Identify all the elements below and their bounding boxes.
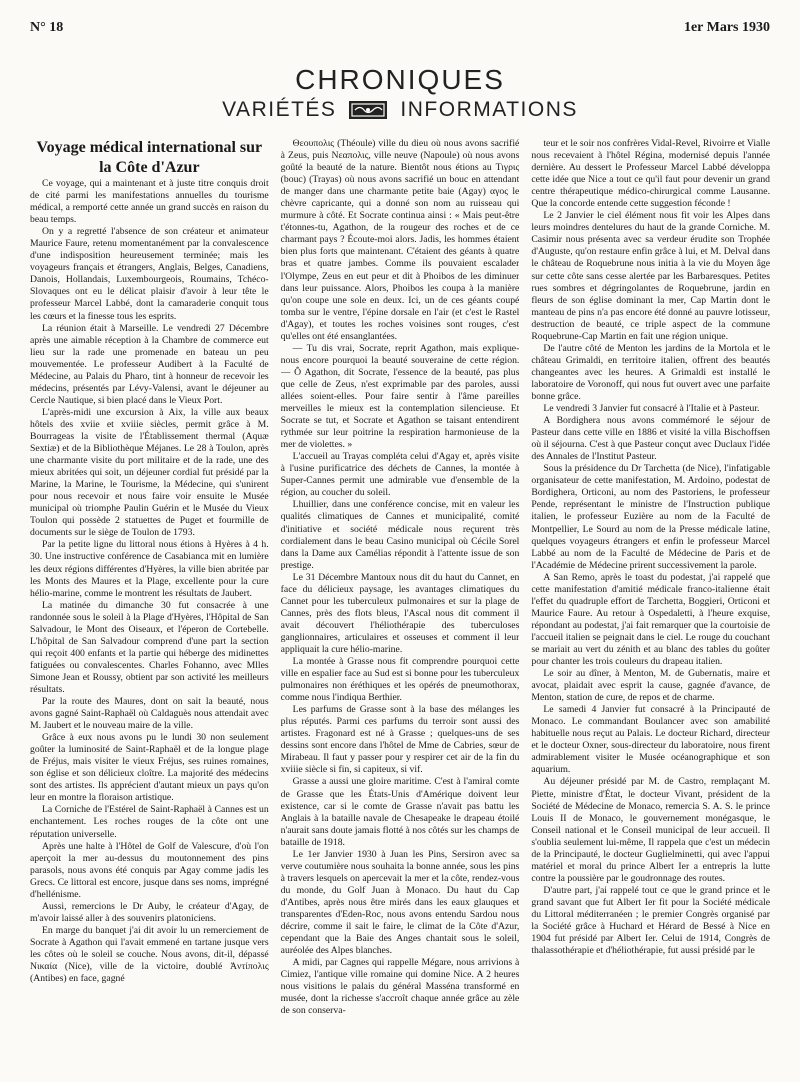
paragraph: A midi, par Cagnes qui rappelle Mégare, nous arrivions à Cimiez, l'antique ville romaine qui domine Nice. A 2 heures nous visitions le palais du général Masséna transformé en musée, dont la richesse s'accroît chaque année grâce au zèle de son conserva- [280, 957, 520, 1017]
paragraph: — Tu dis vrai, Socrate, reprit Agathon, mais explique-nous encore pourquoi la beauté souveraine de cette région. — Ô Agathon, dit Socrate, l'essence de la beauté, pas plus que celle de Zeus, n'est exprimable par des paroles, aussi allées soient-elles. Pour faire sentir à l'âme pareilles merveilles le mieux est la contemplation silencieuse. Et Socrate se tut, et Socrate et Agathon se taisant entendirent rythmée sur leur poitrine la respiration harmonieuse de la mer de violettes. » [280, 342, 520, 451]
issue-date: 1er Mars 1930 [683, 20, 770, 35]
paragraph: Le soir au dîner, à Menton, M. de Gubernatis, maire et avocat, plaidait avec esprit la cause, gagnée d'avance, de Menton, station de cure, de repos et de charme. [531, 668, 771, 704]
masthead-left: VARIÉTÉS [222, 98, 337, 121]
paragraph: Grasse a aussi une gloire maritime. C'est à l'amiral comte de Grasse que les États-Unis d'Amérique doivent leur existence, car si le comte de Grasse n'avait pas battu les Anglais à la bataille navale de Chesapeake le drapeau étoilé n'aurait sans doute jamais flotté à nos côtés sur les champs de bataille de 1918. [280, 776, 520, 848]
paragraph: Le vendredi 3 Janvier fut consacré à l'Italie et à Pasteur. [543, 403, 760, 415]
paragraph: Après une halte à l'Hôtel de Golf de Valescure, d'où l'on aperçoit la mer au-dessus du moutonnement des pins parasols, nous avons été conquis par Agay comme jadis les Grecs. Ce littoral est encore, jusque dans ses noms, imprégné d'hellénisme. [30, 840, 269, 900]
masthead-subtitle [0, 98, 800, 122]
paragraph: Θεουπολις (Théoule) ville du dieu où nous avons sacrifié à Zeus, puis Νεαπολις, ville neuve (Napoule) où nous avons goûté la beauté de la nature. Bientôt nous étions au Τιγρις (bouc) (Trayas) où nous avons sacrifié un bouc en attendant de manger dans une charmante petite baie (Agay) αγος le chèvre capricante, qui a donné son nom au ruisseau qui murmure à côté. Et Socrate continua ainsi : « Mais peut-être t'étonnes-tu, Agathon, de la rougeur des roches et de ce charmant pays ? Écoute-moi alors. Jadis, les hommes étaient bien plus forts que maintenant. C'étaient des géants à quatre bras et quatre jambes. Comme ils pouvaient escalader l'Olympe, Zeus en eut peur et dit à Phoibos de les diminuer dans leur puissance. Alors, Phoibos les coupa à la manière qu'on coupe une sole en deux. Ici, un de ces géants coupé tomba sur le ventre, l'épine dorsale en l'air (et c'est le Rastel d'Agay), et toutes les roches voisines sont rouges, c'est qu'elles ont été ensanglantées. [280, 138, 520, 342]
paragraph: teur et le soir nos confrères Vidal-Revel, Rivoirre et Vialle nous recevaient à l'hôtel Régina, modernisé depuis l'année dernière. Au dessert le Professeur Marcel Labbé développa cette idée que Nice a tout ce qu'il faut pour devenir un grand centre thérapeutique médico-chirurgical comme Lausanne. Que la concorde entende cette suggestion féconde ! [531, 138, 771, 210]
paragraph: L'accueil au Trayas compléta celui d'Agay et, après visite à l'usine purificatrice des déchets de Cannes, la montée à Super-Cannes permit une admirable vue d'ensemble de la région, au coucher du soleil. [280, 451, 520, 499]
masthead-right: INFORMATIONS [400, 98, 578, 121]
paragraph: Le 31 Décembre Mantoux nous dit du haut du Cannet, en face du délicieux paysage, les avantages climatiques du Cannet pour les tuberculeux pulmonaires et sur la plage de Cannes, près des flots bleus, l'Ascal nous dit comment il avait découvert l'héliothérapie des tuberculoses ganglionnaires, articulaires et osseuses et comment il leur appliquait la cure hélio-marine. [280, 571, 520, 655]
issue-number: N° 18 [30, 20, 64, 35]
column-3 [531, 138, 770, 1068]
paragraph: Aussi, remercions le Dr Auby, le créateur d'Agay, de m'avoir laissé aller à des souvenirs platoniciens. [30, 900, 269, 924]
paragraph: La Corniche de l'Estérel de Saint-Raphaël à Cannes est un enchantement. Les roches rouges de la côte ont une réputation universelle. [30, 804, 269, 840]
paragraph: Le 1er Janvier 1930 à Juan les Pins, Sersiron avec sa verve coutumière nous souhaita la bonne année, sous les pins à travers lesquels on apercevait la mer et la côte, rendez-vous du monde, du Golf Juan à Monaco. Du haut du Cap d'Antibes, après nous être mirés dans les eaux glauques et transparentes d'Eden-Roc, nous avons entendu Sardou nous décrire, comme il sait le faire, le climat de la Côte d'Azur, cependant que la Baie des Anges chantait sous le soleil, auréolée des Alpes blanches. [280, 848, 520, 957]
article-title: Voyage médical international sur la Côte d'Azur [36, 139, 263, 176]
paragraph: On y a regretté l'absence de son créateur et animateur Maurice Faure, retenu momentanément par la convalescence d'une indisposition heureusement terminée; mais les voyageurs français et étrangers, Anglais, Belges, Canadiens, Danois, Hollandais, Luxembourgeois, Roumains, Tchéco-Slovaques ont eu le délicat plaisir d'avoir à leur tête le professeur Marcel Labbé, dont la camaraderie conquit tous les cœurs et la finesse tous les esprits. [30, 226, 269, 322]
paragraph: Lhuillier, dans une conférence concise, mit en valeur les qualités climatiques de Cannes et municipalité, comité d'initiative et société médicale nous reçurent très cordialement dans le beau Casino municipal où Cécile Sorel dans la Dame aux Camélias répondit à l'attente issue de son prestige. [280, 499, 520, 571]
paragraph: L'après-midi une excursion à Aix, la ville aux beaux hôtels des xviie et xviiie siècles, permit grâce à M. Bourrageas la visite de l'Établissement thermal (Aquæ Sextiæ) et de la Bibliothèque Méjanes. Le 28 à Toulon, après une charmante visite du port militaire et de la rade, une des mieux abritées qui soit, un déjeuner cordial fut présidé par la Marine, la Marine, le Tourisme, la Médecine, qui s'unirent pour nous recevoir et nous faire voir ensuite le Musée municipal où triomphe Paulin Guérin et le Musée du Vieux Toulon qui possède 2 statuettes de Puget et fourmille de documents sur le siège de Toulon de 1793. [30, 406, 269, 539]
paragraph: A San Remo, après le toast du podestat, j'ai rappelé que cette manifestation d'amitié médicale franco-italienne était l'effet du quadruple effort de Tarchetta, Boggieri, Orticoni et Maurice Faure. Au retour à Ospedaletti, à l'heure exquise, répondant au podestat, j'ai fait remarquer que la courtoisie de l'accueil italien se peignait dans le ciel. Le rouge du couchant se mariait au vert du zénith et au blanc des tables du goûter pour chanter les trois couleurs du drapeau italien. [531, 571, 771, 668]
page-header [30, 20, 770, 36]
paragraph: La matinée du dimanche 30 fut consacrée à une randonnée sous le soleil à la Plage d'Hyères, l'Hôpital de San Salvadour, le Mont des Oiseaux, et l'éperon de Cortebelle. L'hôpital de San Salvadour comprend d'une part la section qui reçoit 400 enfants et la partie qui héberge des midinettes fatiguées ou convalescentes. Charles Fohanno, avec Mlles Simone Jean et Roussy, obtient par son activité les meilleurs résultats. [30, 599, 269, 695]
paragraph: Par la route des Maures, dont on sait la beauté, nous avons gagné Saint-Raphaël où Caldaguès nous attendait avec M. Jaubert et le nouveau maire de la ville. [30, 696, 269, 732]
paragraph: Le 2 Janvier le ciel élément nous fit voir les Alpes dans leurs moindres dentelures du haut de la grande Corniche. M. Casimir nous présenta avec sa verdeur érudite son Trophée d'Auguste, qu'on restaure enfin grâce à lui, et M. Delval dans le château de Roquebrune nous initia à la vie du Moyen âge sur cette côte sans cesse alertée par les Barbaresques. Petites rues sombres et dégringolantes de Roquebrune, jardin en fleurs de son église dominant la mer, Cap Martin dont le manteau de pins n'a pas encore été donné au pauvre lotisseur, destruction de beauté, ce triple aspect de la commune Roquebrune-Cap Martin en fait une région unique. [531, 210, 771, 342]
paragraph: De l'autre côté de Menton les jardins de la Mortola et le château Grimaldi, en territoire italien, offrent des beautés changeantes avec les heures. A Grimaldi est installé le laboratoire de Voronoff, qui nous fut ouvert avec une parfaite bonne grâce. [531, 342, 771, 402]
column-1 [30, 138, 269, 1068]
paragraph: En marge du banquet j'ai dit avoir lu un remerciement de Socrate à Agathon qui l'avait emmené en tartane jusque vers les côtes où le soleil se couche. Nous avons, dit-il, dépassé Νικαία (Nice), ville de la victoire, doublé Ἀντίπολις (Antibes) en face, gagné [30, 924, 269, 985]
paragraph: D'autre part, j'ai rappelé tout ce que le grand prince et le grand savant que fut Albert Ier fit pour la Société médicale du Littoral méditerranéen ; le premier Congrès organisé par la Société grâce à Huchard et Hérard de Bessé à Nice en 1904 fut présidé par Albert Ier. Celui de 1914, Congrès de thalassothérapie et d'héliothérapie, fut aussi présidé par le [531, 884, 771, 957]
paragraph: Au déjeuner présidé par M. de Castro, remplaçant M. Piette, ministre d'État, le docteur Vivant, président de la Société de Médecine de Monaco, remercia S. A. S. le prince Louis II de Monaco, le gouvernement monégasque, le Conseil national et le Conseil municipal de leur accueil. Il s'oublia seulement lui-même, Il rappela que c'est un médecin de la Principauté, le docteur Guglielminetti, qui avec l'appui matériel et moral du prince Albert Ier a entrepris la lutte contre la poussière par le goudronnage des routes. [531, 776, 771, 884]
masthead-title: CHRONIQUES [295, 64, 505, 95]
ornamental-logo-icon [348, 100, 388, 120]
article-body [30, 138, 770, 1068]
paragraph: La montée à Grasse nous fit comprendre pourquoi cette ville en espalier face au Sud est si bonne pour les tuberculeux pulmonaires non éréthiques et les opérés de pneumothorax, comme nous l'indiqua Berthier. [280, 656, 520, 704]
column-2 [281, 138, 520, 1068]
paragraph: Par la petite ligne du littoral nous étions à Hyères à 4 h. 30. Une instructive conférence de Casabianca mit en lumière les deux régions différentes d'Hyères, la ville bien abritée par les Monts des Maures et la Plage, excellente pour la cure hélio-marine, comme le montrent les résultats de Jaubert. [30, 539, 269, 599]
paragraph: Ce voyage, qui a maintenant et à juste titre conquis droit de cité parmi les manifestations annuelles du tourisme médical, a remporté cette année un grand succès en raison du beau temps. [30, 178, 269, 226]
paragraph: Sous la présidence du Dr Tarchetta (de Nice), l'infatigable organisateur de cette manifestation, M. Ardoino, podestat de Bordighera, Orticoni, au nom des Pastoriens, le professeur Pende, représentant le ministre de l'Instruction publique italien, le professeur Euzière au nom de la Faculté de Montpellier, Le Sourd au nom de la Presse médicale latine, quelques voyageurs étrangers et enfin le professeur Marcel Labbé au nom de la Faculté de Médecine de Paris et de l'Académie de Médecine prirent successivement la parole. [531, 463, 771, 571]
paragraph: Les parfums de Grasse sont à la base des mélanges les plus réputés. Parmi ces parfums du terroir sont aussi des artistes. Fragonard est né à Grasse ; quelques-uns de ses dessins sont encore dans l'hôtel de Mme de Cabries, sœur de Mirabeau. Il faut y passer pour y respirer cet air de la fin du xviiie siècle si fin, si capiteux, si vif. [280, 704, 520, 776]
paragraph: A Bordighera nous avons commémoré le séjour de Pasteur dans cette ville en 1886 et visité la villa Bischoffsen où il séjourna. C'est à que Pasteur conçut avec Duclaux l'idée des Annales de l'Institut Pasteur. [531, 415, 771, 463]
masthead [0, 64, 800, 122]
paragraph: Le samedi 4 Janvier fut consacré à la Principauté de Monaco. Le commandant Boulancer avec son amabilité habituelle nous reçut au Palais. Le docteur Richard, directeur et le docteur Oxner, sous-directeur du laboratoire, nous firent admirablement visiter le Musée océanographique et son aquarium. [531, 704, 771, 776]
paragraph: Grâce à eux nous avons pu le lundi 30 non seulement goûter la luminosité de Saint-Raphaël et de la longue plage de Fréjus, mais visiter le vieux Fréjus, ses ruines romaines, son église et son délicieux cloître. La majorité des médecins sont des artistes. Ils apprécient d'autant mieux un pays qu'on leur en montre la floraison artistique. [30, 732, 269, 804]
paragraph: La réunion était à Marseille. Le vendredi 27 Décembre après une aimable réception à la Chambre de commerce eut lieu sur la rade une promenade en bateau un peu mouvementée. Le professeur Audibert à la Faculté de Médecine, au Palais du Pharo, tint à honneur de recevoir les médecins, présentés par Lévy-Valensi, avant le déjeuner au Cercle Nautique, si bien placé dans le Vieux Port. [30, 322, 269, 406]
